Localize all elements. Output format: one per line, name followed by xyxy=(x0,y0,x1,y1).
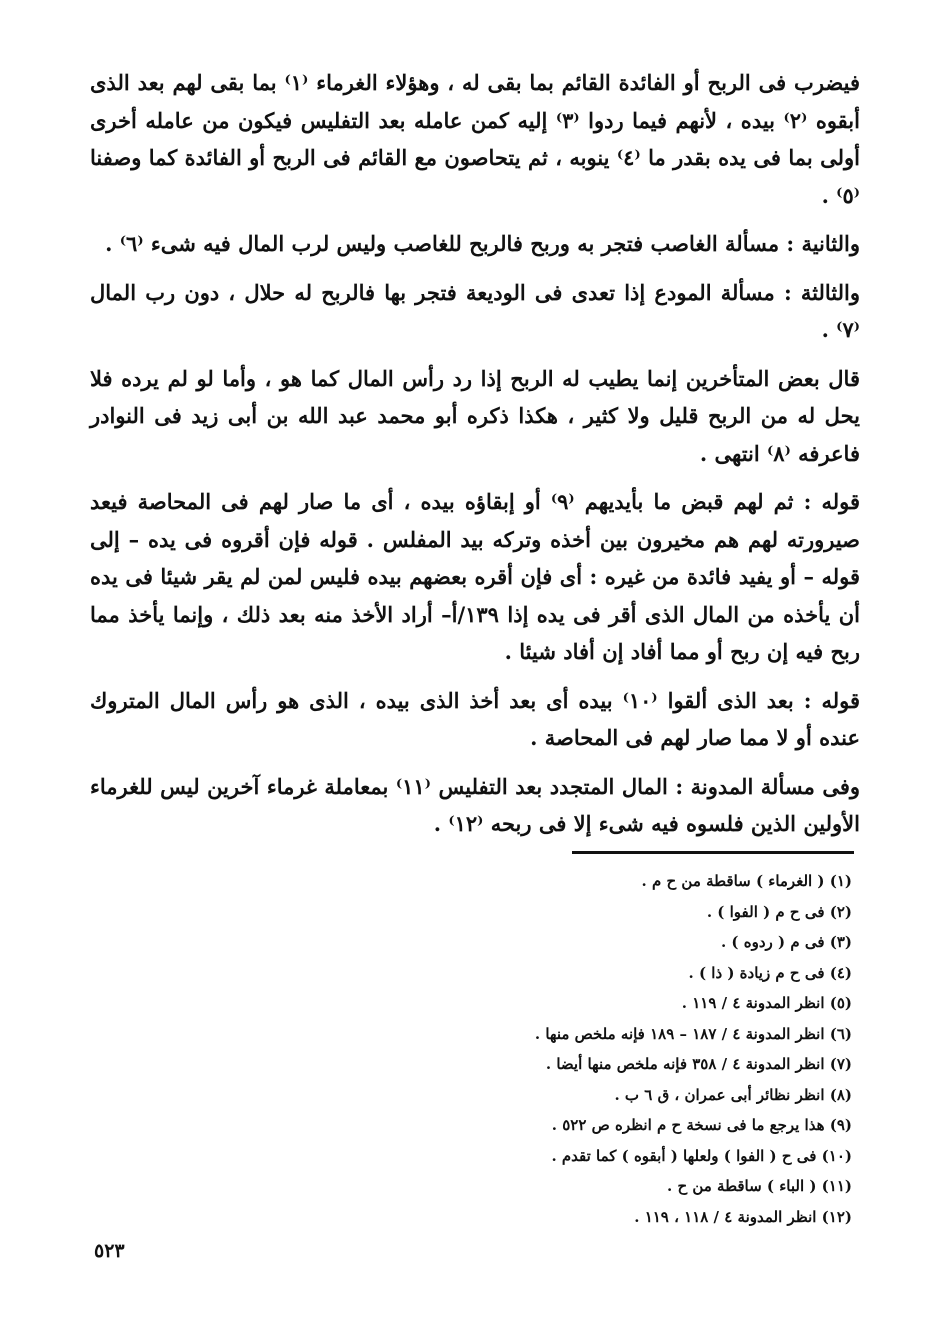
paragraph-4: قال بعض المتأخرين إنما يطيب له الربح إذا رد رأس المال كما هو ، وأما لو لم يرده فلا يحل له من الربح قليل ولا كثير ، هكذا ذكره أبو محمد عبد الله بن أبى زيد فى النوادر فاعرفه ⁽٨⁾ انتهى . xyxy=(90,365,860,466)
paragraph-2: والثانية : مسألة الغاصب فتجر به وربح فالربح للغاصب وليس لرب المال فيه شىء ⁽٦⁾ . xyxy=(105,231,860,256)
footnote-8: (٨) انظر نظائر أبى عمران ، ق ٦ ب . xyxy=(614,1085,852,1104)
paragraph-5: قوله : ثم لهم قبض ما بأيديهم ⁽٩⁾ أو إبقاؤه بيده ، أى ما صار لهم فى المحاصة فيعد صيرورته لهم هم مخيرون بين أخذه وتركه بيد المفلس . قوله فإن أقروه فى يده – إلى قوله – أو يفيد فائدة من غيره : أى فإن أقره بعضهم بيده فليس لمن لم يقر شيئا فى يده أن يأخذه من المال الذى أقر فى يده إذا ١٣٩/أ– أراد الأخذ منه بعد ذلك ، وإنما يأخذ مما ربح فيه إن ربح أو مما أفاد إن أفاد شيئا . xyxy=(90,489,860,664)
paragraph-1: فيضرب فى الربح أو الفائدة القائم بما بقى له ، وهؤلاء الغرماء ⁽١⁾ بما بقى لهم بعد الذى أبقوه ⁽٢⁾ بيده ، لأنهم فيما ردوا ⁽٣⁾ إليه كمن عامله بعد التفليس فيكون من عامله أخرى أولى بما فى يده بقدر ما ⁽٤⁾ ينوبه ، ثم يتحاصون مع القائم فى الربح أو الفائدة كما وصفنا ⁽٥⁾ . xyxy=(90,70,860,208)
footnote-7: (٧) انظر المدونة ٤ / ٣٥٨ فإنه ملخص منها أيضا . xyxy=(545,1055,852,1073)
footnote-4: (٤) فى ح م زيادة ( ذا ) . xyxy=(688,963,852,982)
main-text xyxy=(90,64,860,854)
footnote-5: (٥) انظر المدونة ٤ / ١١٩ . xyxy=(681,994,852,1012)
footnote-6: (٦) انظر المدونة ٤ / ١٨٧ – ١٨٩ فإنه ملخص منها . xyxy=(534,1024,852,1043)
paragraph-6: قوله : بعد الذى ألقوا ⁽١٠⁾ بيده أى بعد أخذ الذى بيده ، الذى هو رأس المال المتروك عنده أو لا مما صار لهم فى المحاصة . xyxy=(90,687,860,750)
footnote-divider xyxy=(572,851,854,854)
footnote-11: (١١) ( الباء ) ساقطة من ح . xyxy=(667,1177,852,1195)
footnote-2: (٢) فى ح م ( الفوا ) . xyxy=(706,902,852,921)
page-number: ٥٢٣ xyxy=(94,1240,125,1262)
paragraph-3: والثالثة : مسألة المودع إذا تعدى فى الوديعة فتجر بها فالربح له حلال ، دون رب المال ⁽٧⁾ . xyxy=(90,279,860,342)
footnote-3: (٣) فى م ( ردوه ) . xyxy=(720,933,852,951)
footnote-9: (٩) هذا يرجع ما فى نسخة ح م انظره ص ٥٢٢ . xyxy=(551,1116,852,1134)
paragraph-7: وفى مسألة المدونة : المال المتجدد بعد التفليس ⁽١١⁾ بمعاملة غرماء آخرين ليس للغرماء الأولين الذين فلسوه فيه شىء إلا فى ربحه ⁽١٢⁾ . xyxy=(90,773,860,836)
footnotes-list xyxy=(420,866,852,1232)
footnote-10: (١٠) فى ح ( الفوا ) ولعلها ( أبقوه ) كما تقدم . xyxy=(551,1146,852,1165)
footnote-1: (١) ( الغرماء ) ساقطة من ح م . xyxy=(641,872,852,890)
footnote-12: (١٢) انظر المدونة ٤ / ١١٨ ، ١١٩ . xyxy=(634,1207,852,1226)
